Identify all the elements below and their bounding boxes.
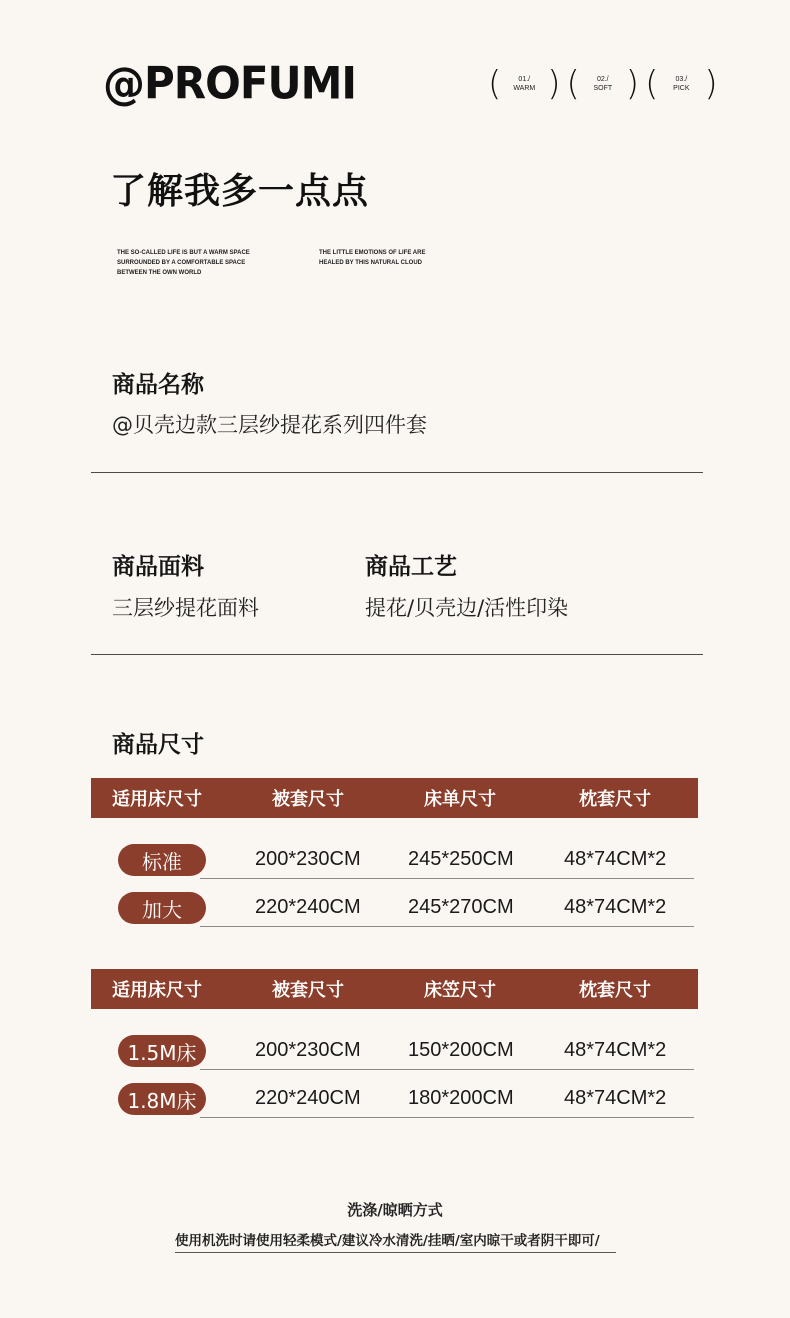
product-name-value: @贝壳边款三层纱提花系列四件套 xyxy=(112,413,427,437)
row-underline xyxy=(200,1117,694,1118)
sheet-cell: 245*250CM xyxy=(408,848,514,870)
header-bed-size: 适用床尺寸 xyxy=(112,980,202,1001)
tag-text xyxy=(580,75,626,93)
craft-label: 商品工艺 xyxy=(365,554,457,580)
open-paren: ( xyxy=(488,64,502,104)
table2-header xyxy=(91,969,698,1009)
header-duvet-size: 被套尺寸 xyxy=(272,789,344,810)
duvet-cell: 200*230CM xyxy=(255,1039,361,1061)
size-pill: 加大 xyxy=(118,892,206,924)
table-row xyxy=(118,1082,694,1118)
sheet-cell: 180*200CM xyxy=(408,1087,514,1109)
tag-warm xyxy=(488,64,561,104)
duvet-cell: 220*240CM xyxy=(255,896,361,918)
brand-logo: @PROFUMI xyxy=(103,57,357,110)
tagline-left: THE SO-CALLED LIFE IS BUT A WARM SPACE SURROUNDED BY A COMFORTABLE SPACE BETWEEN THE OWN WORLD xyxy=(117,250,250,276)
duvet-cell: 200*230CM xyxy=(255,848,361,870)
header-fitted-sheet-size: 床笠尺寸 xyxy=(424,980,496,1001)
row-underline xyxy=(200,1069,694,1070)
tag-pick xyxy=(645,64,718,104)
header-sheet-size: 床单尺寸 xyxy=(424,789,496,810)
pillow-cell: 48*74CM*2 xyxy=(564,896,667,918)
table-row xyxy=(118,891,694,927)
fabric-value: 三层纱提花面料 xyxy=(112,596,259,620)
product-name-label: 商品名称 xyxy=(112,372,204,398)
header-pillow-size: 枕套尺寸 xyxy=(579,980,651,1001)
pillow-cell: 48*74CM*2 xyxy=(564,1039,667,1061)
intro-headline: 了解我多一点点 xyxy=(110,171,370,212)
row-underline xyxy=(200,878,694,879)
tag-soft xyxy=(567,64,640,104)
header-bed-size: 适用床尺寸 xyxy=(112,789,202,810)
size-pill: 标准 xyxy=(118,844,206,876)
fabric-label: 商品面料 xyxy=(112,554,204,580)
tag-num: 02./ xyxy=(596,76,609,83)
tag-text xyxy=(658,75,704,93)
header-duvet-size: 被套尺寸 xyxy=(272,980,344,1001)
tag-num: 03./ xyxy=(675,76,688,83)
duvet-cell: 220*240CM xyxy=(255,1087,361,1109)
brand-tags xyxy=(488,64,718,104)
craft-value: 提花/贝壳边/活性印染 xyxy=(365,596,569,620)
sheet-cell: 150*200CM xyxy=(408,1039,514,1061)
divider xyxy=(91,654,703,655)
size-label: 商品尺寸 xyxy=(112,732,204,758)
sheet-cell: 245*270CM xyxy=(408,896,514,918)
tagline-right: THE LITTLE EMOTIONS OF LIFE ARE HEALED BY THIS NATURAL CLOUD xyxy=(319,250,426,266)
tag-text xyxy=(501,75,547,93)
header-pillow-size: 枕套尺寸 xyxy=(579,789,651,810)
care-title: 洗涤/晾晒方式 xyxy=(347,1201,443,1219)
tag-num: 01./ xyxy=(518,76,531,83)
table1-header xyxy=(91,778,698,818)
tag-word: PICK xyxy=(673,85,690,92)
tag-word: WARM xyxy=(513,85,536,92)
table-row xyxy=(118,1034,694,1070)
open-paren: ( xyxy=(566,64,580,104)
close-paren: ) xyxy=(625,64,640,104)
close-paren: ) xyxy=(547,64,561,104)
open-paren: ( xyxy=(645,64,659,104)
pillow-cell: 48*74CM*2 xyxy=(564,1087,667,1109)
size-pill: 1.8M床 xyxy=(118,1083,206,1115)
row-underline xyxy=(200,926,694,927)
close-paren: ) xyxy=(704,64,718,104)
care-text: 使用机洗时请使用轻柔模式/建议冷水清洗/挂晒/室内晾干或者阴干即可/ xyxy=(175,1233,600,1249)
divider xyxy=(91,472,703,473)
table-row xyxy=(118,843,694,879)
pillow-cell: 48*74CM*2 xyxy=(564,848,667,870)
care-underline xyxy=(175,1252,616,1253)
size-pill: 1.5M床 xyxy=(118,1035,206,1067)
tag-word: SOFT xyxy=(593,85,613,92)
